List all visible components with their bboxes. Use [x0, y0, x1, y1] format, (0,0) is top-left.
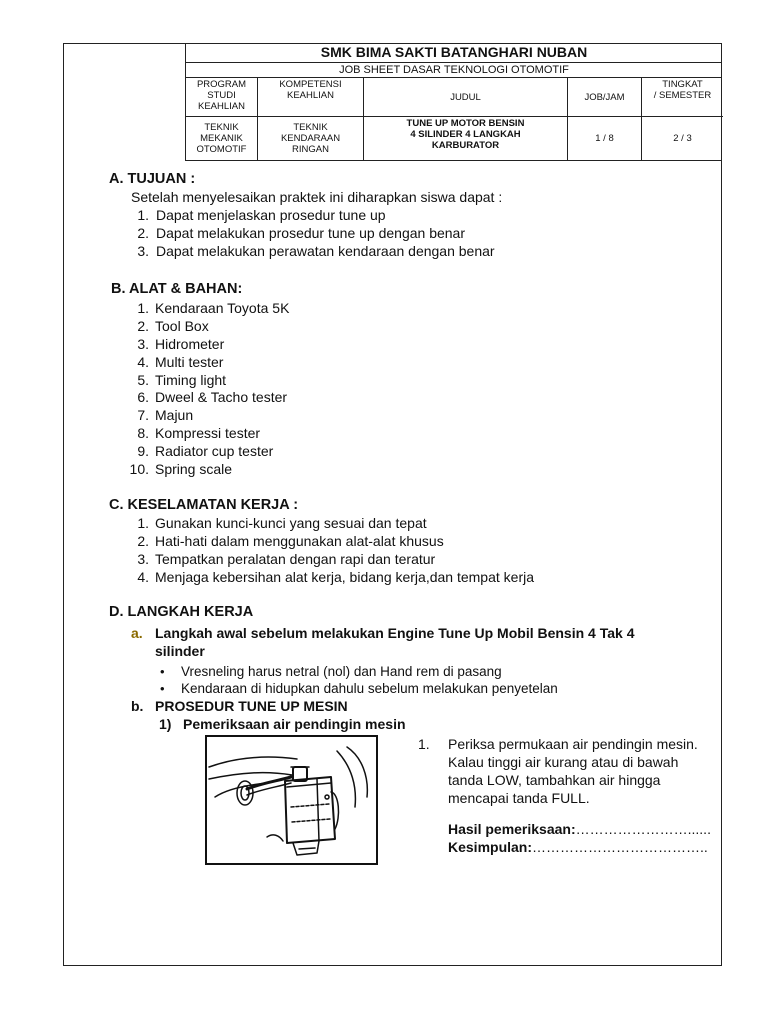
langkah-a-line1: Langkah awal sebelum melakukan Engine Tune Up Mobil Bensin 4 Tak 4	[155, 625, 635, 641]
kes-item-2: Hati-hati dalam menggunakan alat-alat khusus	[155, 533, 444, 549]
bullet-dot-1: •	[160, 664, 165, 679]
langkah-b-label: b.	[131, 698, 144, 714]
section-a-heading: A. TUJUAN :	[109, 171, 196, 187]
tujuan-num-2: 2.	[137, 225, 149, 241]
val-tingkat: 2 / 3	[673, 133, 692, 144]
alat-item-3: Hidrometer	[155, 336, 225, 352]
tujuan-item-1: Dapat menjelaskan prosedur tune up	[156, 207, 386, 223]
kes-item-1: Gunakan kunci-kunci yang sesuai dan tepat	[155, 515, 427, 531]
tujuan-item-3: Dapat melakukan perawatan kendaraan dengan benar	[156, 243, 495, 259]
instr-line-2: Kalau tinggi air kurang atau di bawah	[448, 754, 679, 770]
instr-line-1: Periksa permukaan air pendingin mesin.	[448, 736, 698, 752]
val-kompetensi: TEKNIK KENDARAAN RINGAN	[258, 117, 364, 160]
alat-num-3: 3.	[137, 336, 149, 352]
hasil-dots: ……………………......	[575, 821, 711, 837]
section-d-heading: D. LANGKAH KERJA	[109, 604, 254, 620]
tujuan-num-1: 1.	[137, 207, 149, 223]
alat-item-2: Tool Box	[155, 318, 209, 334]
tujuan-num-3: 3.	[137, 243, 149, 259]
hasil-label: Hasil pemeriksaan:	[448, 821, 576, 837]
alat-num-6: 6.	[137, 389, 149, 405]
alat-num-7: 7.	[137, 407, 149, 423]
alat-item-4: Multi tester	[155, 354, 224, 370]
kesimpulan-dots: ………………………………..	[532, 839, 708, 855]
langkah-bullet-1: Vresneling harus netral (nol) dan Hand rem di pasang	[181, 664, 502, 679]
section-c-heading: C. KESELAMATAN KERJA :	[109, 497, 299, 513]
kes-item-4: Menjaga kebersihan alat kerja, bidang kerja,dan tempat kerja	[155, 569, 535, 585]
kes-num-1: 1.	[137, 515, 149, 531]
val-program: TEKNIK MEKANIK OTOMOTIF	[186, 117, 258, 160]
col-kompetensi-header: KOMPETENSI KEAHLIAN	[258, 78, 364, 117]
alat-item-8: Kompressi tester	[155, 425, 261, 441]
col-jobjam-header: JOB/JAM	[568, 78, 642, 117]
langkah-b-text: PROSEDUR TUNE UP MESIN	[155, 698, 348, 714]
langkah-a-label: a.	[131, 625, 143, 641]
alat-num-5: 5.	[137, 372, 149, 388]
val-judul: TUNE UP MOTOR BENSIN 4 SILINDER 4 LANGKAH KARBURATOR	[364, 117, 568, 160]
kes-num-2: 2.	[137, 533, 149, 549]
alat-num-9: 9.	[137, 443, 149, 459]
col-tingkat-header: TINGKAT / SEMESTER	[642, 78, 723, 117]
alat-num-10: 10.	[129, 461, 149, 477]
alat-item-5: Timing light	[155, 372, 227, 388]
kes-item-3: Tempatkan peralatan dengan rapi dan teratur	[155, 551, 436, 567]
step1-label: 1)	[159, 716, 172, 732]
alat-num-4: 4.	[137, 354, 149, 370]
val-jobjam: 1 / 8	[568, 117, 642, 160]
alat-item-1: Kendaraan Toyota 5K	[155, 300, 290, 316]
alat-item-9: Radiator cup tester	[155, 443, 274, 459]
instr-line-4: mencapai tanda FULL.	[448, 790, 590, 806]
kesimpulan-line	[448, 839, 708, 856]
instr-num: 1.	[418, 736, 430, 752]
school-name: SMK BIMA SAKTI BATANGHARI NUBAN	[186, 43, 722, 63]
kes-num-4: 4.	[137, 569, 149, 585]
job-sheet-title: JOB SHEET DASAR TEKNOLOGI OTOMOTIF	[186, 63, 722, 78]
kesimpulan-label: Kesimpulan:	[448, 839, 533, 855]
alat-num-2: 2.	[137, 318, 149, 334]
alat-item-7: Majun	[155, 407, 194, 423]
instr-line-3: tanda LOW, tambahkan air hingga	[448, 772, 661, 788]
tujuan-item-2: Dapat melakukan prosedur tune up dengan benar	[156, 225, 465, 241]
col-program-header: PROGRAM STUDI KEAHLIAN	[186, 78, 258, 117]
alat-item-6: Dweel & Tacho tester	[155, 389, 288, 405]
section-b-heading: B. ALAT & BAHAN:	[111, 281, 243, 297]
radiator-reservoir-figure	[205, 735, 378, 865]
col-judul-header: JUDUL	[364, 78, 568, 117]
radiator-reservoir-drawing-icon	[207, 737, 376, 863]
alat-item-10: Spring scale	[155, 461, 233, 477]
langkah-a-line2: silinder	[155, 643, 205, 659]
tujuan-intro: Setelah menyelesaikan praktek ini diharapkan siswa dapat :	[131, 189, 503, 205]
bullet-dot-2: •	[160, 681, 165, 696]
langkah-bullet-2: Kendaraan di hidupkan dahulu sebelum melakukan penyetelan	[181, 681, 558, 696]
step1-text: Pemeriksaan air pendingin mesin	[183, 716, 406, 732]
kes-num-3: 3.	[137, 551, 149, 567]
hasil-line	[448, 821, 711, 838]
alat-num-1: 1.	[137, 300, 149, 316]
alat-num-8: 8.	[137, 425, 149, 441]
